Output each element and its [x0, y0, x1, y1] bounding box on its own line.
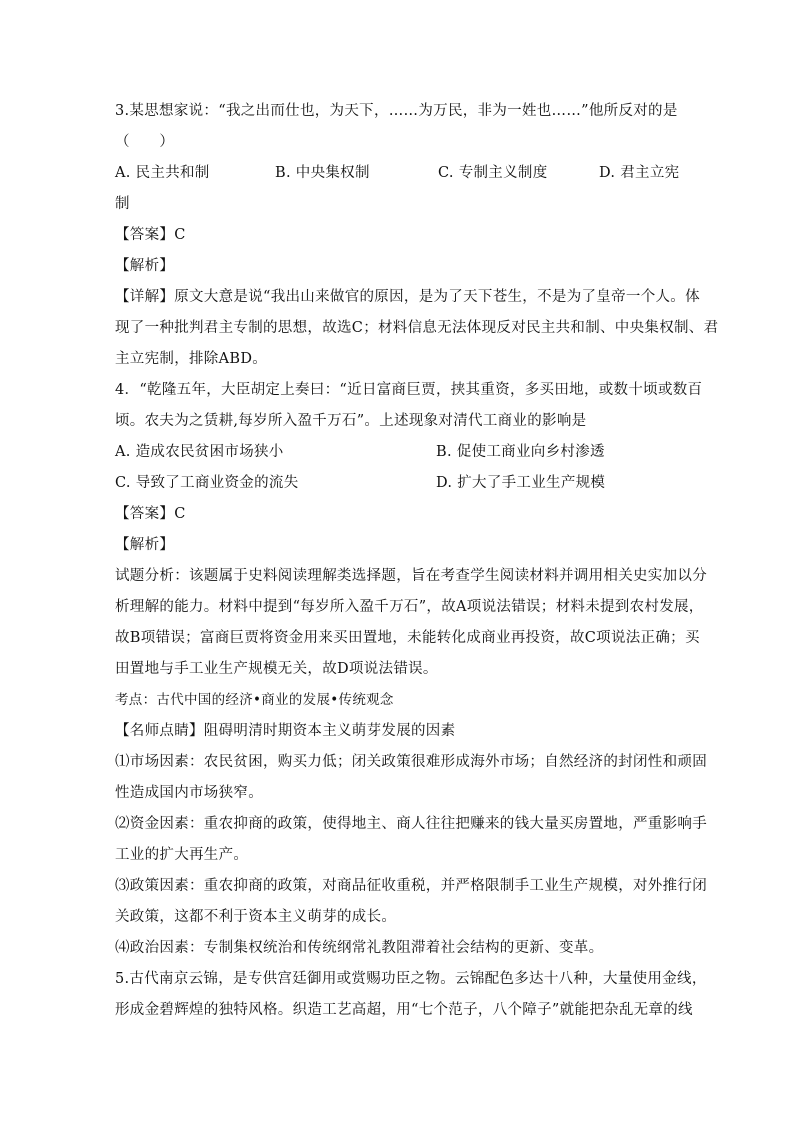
- q4-options-row-2: [115, 468, 685, 499]
- q4-factor-3-line-1: ⑶政策因素：重农抑商的政策，对商品征收重税，并严格限制手工业生产规模，对外推行闭: [115, 878, 707, 894]
- q4-option-c: C. 导致了工商业资金的流失: [115, 475, 299, 491]
- q5-stem-line-2: 形成金碧辉煌的独特风格。织造工艺高超，用“七个范子，八个障子”就能把杂乱无章的线: [115, 1002, 693, 1018]
- q3-option-d: D. 君主立宪: [599, 165, 680, 181]
- q4-analysis-line-2: 析理解的能力。材料中提到“每岁所入盈千万石”，故A项说法错误；材料未提到农村发展，: [115, 599, 704, 615]
- q4-analysis-line-1: 试题分析：该题属于史料阅读理解类选择题，旨在考查学生阅读材料并调用相关史实加以分: [115, 568, 707, 584]
- q4-analysis-line-3: 故B项错误；富商巨贾将资金用来买田置地，未能转化成商业再投资，故C项说法正确；买: [115, 630, 700, 646]
- q3-option-d-continued: 制: [115, 196, 130, 212]
- q3-analysis-title: 【解析】: [115, 258, 175, 274]
- q3-stem-line-1: 3.某思想家说：“我之出而仕也，为天下，……为万民，非为一姓也……”他所反对的是: [115, 103, 678, 119]
- q3-option-c: C. 专制主义制度: [438, 165, 548, 181]
- q4-kaodian: 考点：古代中国的经济•商业的发展•传统观念: [115, 692, 394, 708]
- q4-option-d: D. 扩大了手工业生产规模: [436, 475, 606, 491]
- q3-option-b: B. 中央集权制: [275, 165, 370, 181]
- q4-stem-line-2: 顷。农夫为之赁耕,每岁所入盈千万石”。上述现象对清代工商业的影响是: [115, 413, 587, 429]
- q3-stem-line-2: （ ）: [115, 134, 175, 150]
- q4-factor-2-line-1: ⑵资金因素：重农抑商的政策，使得地主、商人往往把赚来的钱大量买房置地，严重影响手: [115, 816, 707, 832]
- q4-answer: 【答案】C: [115, 506, 186, 522]
- q3-detail-line-1: 【详解】原文大意是说“我出山来做官的原因，是为了天下苍生，不是为了皇帝一个人。体: [115, 289, 700, 305]
- q4-analysis-title: 【解析】: [115, 537, 175, 553]
- q4-factor-2-line-2: 工业的扩大再生产。: [115, 847, 249, 863]
- q4-stem-line-1: 4．“乾隆五年，大臣胡定上奏曰：“近日富商巨贾，挟其重资，多买田地，或数十顷或数百: [115, 382, 703, 398]
- q4-factor-1-line-2: 性造成国内市场狭窄。: [115, 785, 263, 801]
- q4-factor-3-line-2: 关政策，这都不利于资本主义萌芽的成长。: [115, 909, 397, 925]
- q4-analysis-line-4: 田置地与手工业生产规模无关，故D项说法错误。: [115, 661, 438, 677]
- q5-stem-line-1: 5.古代南京云锦，是专供宫廷御用或赏赐功臣之物。云锦配色多达十八种，大量使用金线，: [115, 971, 707, 987]
- document-page: [115, 96, 719, 1026]
- q4-option-b: B. 促使工商业向乡村渗透: [436, 444, 605, 460]
- q4-options-row-1: [115, 437, 685, 468]
- q3-detail-line-3: 主立宪制，排除ABD。: [115, 351, 268, 367]
- q4-option-a: A. 造成农民贫困市场狭小: [115, 444, 284, 460]
- q4-factor-4-line-1: ⑷政治因素：专制集权统治和传统纲常礼教阻滞着社会结构的更新、变革。: [115, 940, 604, 956]
- q3-option-a: A. 民主共和制: [115, 165, 210, 181]
- q3-options: [115, 158, 685, 189]
- q4-teacher-tip: 【名师点睛】阻碍明清时期资本主义萌芽发展的因素: [115, 723, 456, 739]
- q3-detail-line-2: 现了一种批判君主专制的思想，故选C；材料信息无法体现反对民主共和制、中央集权制、君: [115, 320, 719, 336]
- q3-answer: 【答案】C: [115, 227, 186, 243]
- q4-factor-1-line-1: ⑴市场因素：农民贫困，购买力低；闭关政策很难形成海外市场；自然经济的封闭性和顽固: [115, 754, 707, 770]
